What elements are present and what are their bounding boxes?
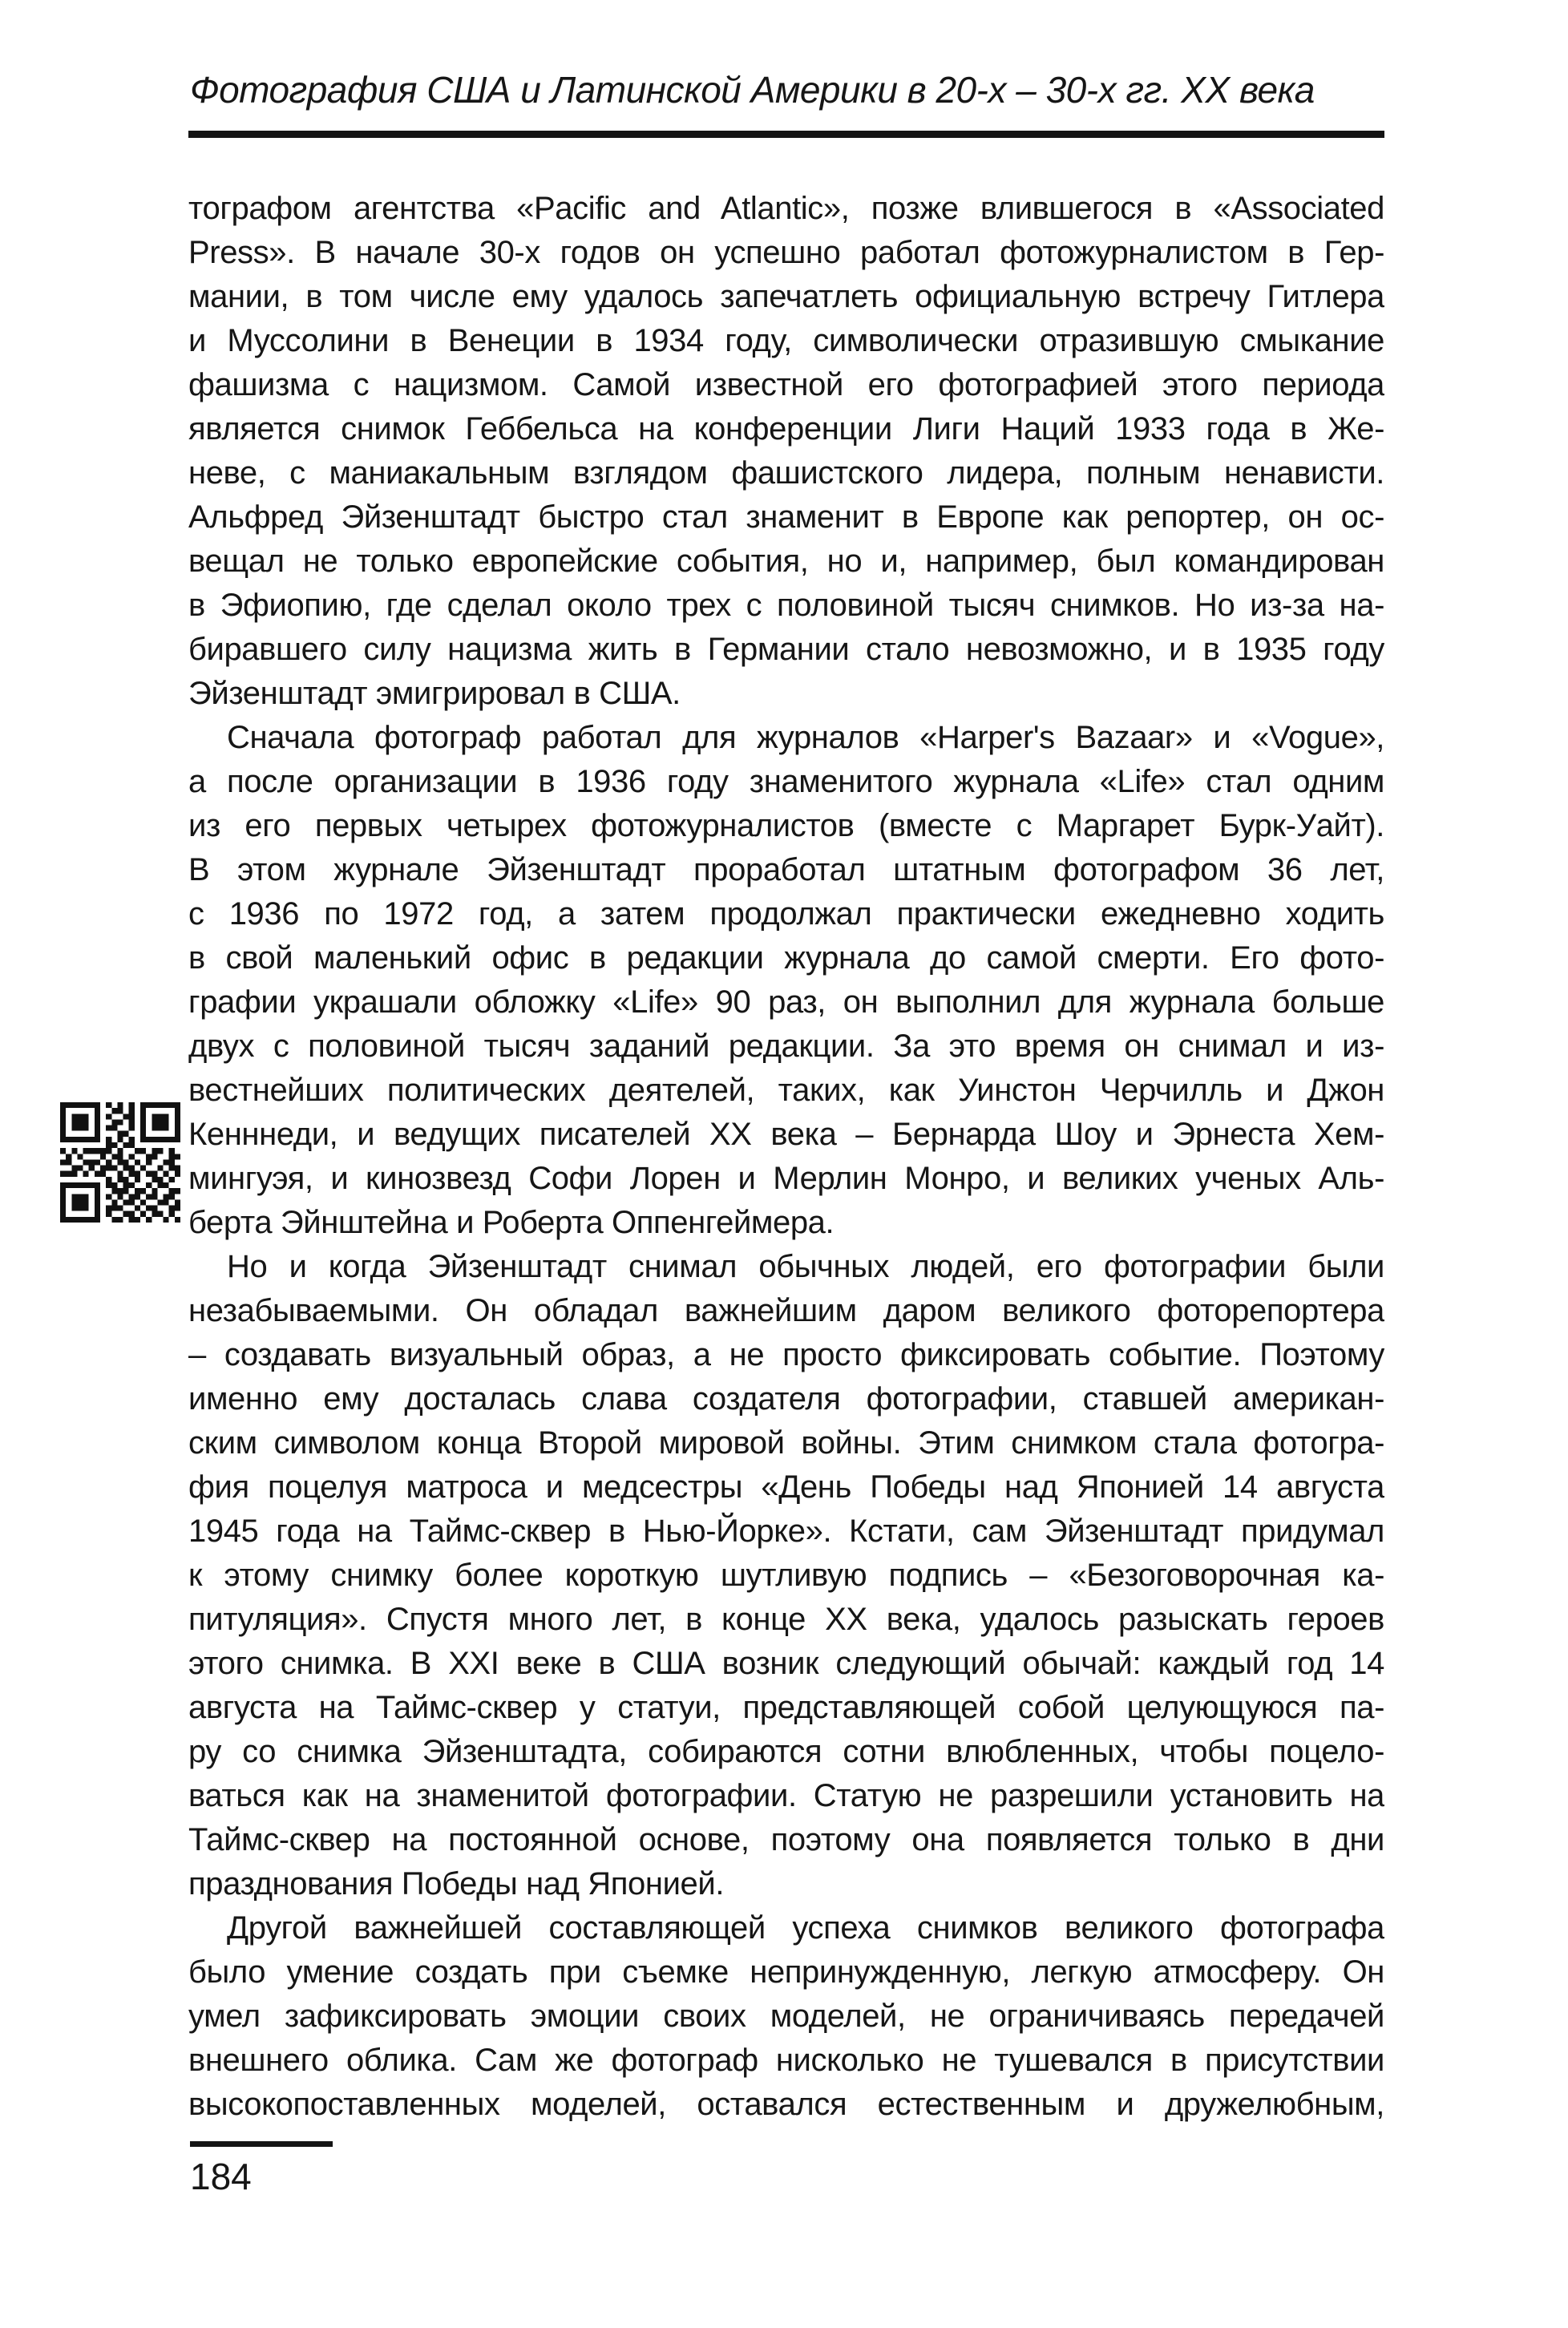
qr-module — [71, 1148, 77, 1154]
text-line: внешнего облика. Сам же фотограф нисколько не тушевался в присутствии — [188, 2043, 1384, 2078]
text-line: тографом агентства «Pacific and Atlantic», позже влившегося в «Associated — [188, 191, 1384, 226]
qr-module — [152, 1154, 157, 1159]
text-line: к этому снимку более короткую шутливую подпись – «Безоговорочная ка- — [188, 1558, 1384, 1593]
qr-module — [83, 1126, 89, 1131]
qr-module — [60, 1211, 66, 1217]
qr-module — [111, 1126, 117, 1131]
qr-module — [129, 1126, 135, 1131]
qr-module — [71, 1182, 77, 1188]
qr-module — [60, 1194, 66, 1199]
qr-module — [60, 1137, 66, 1142]
qr-module — [95, 1137, 100, 1142]
qr-module — [164, 1217, 169, 1223]
qr-module — [117, 1102, 123, 1108]
qr-module — [83, 1137, 89, 1142]
text-line: В этом журнале Эйзенштадт проработал штатным фотографом 36 лет, — [188, 852, 1384, 887]
qr-module — [106, 1113, 111, 1119]
qr-module — [106, 1159, 111, 1165]
qr-module — [129, 1108, 135, 1113]
qr-module — [66, 1159, 71, 1165]
qr-module — [117, 1171, 123, 1177]
qr-module — [106, 1211, 111, 1217]
qr-module — [60, 1148, 66, 1154]
text-line: является снимок Геббельса на конференции Лиги Наций 1933 года в Же- — [188, 411, 1384, 447]
qr-module — [140, 1108, 146, 1113]
qr-module — [140, 1199, 146, 1205]
qr-module — [140, 1131, 146, 1137]
qr-module — [157, 1148, 163, 1154]
qr-module — [117, 1206, 123, 1211]
qr-module — [140, 1211, 146, 1217]
qr-module — [152, 1171, 157, 1177]
qr-module — [83, 1148, 89, 1154]
qr-module — [140, 1137, 146, 1142]
qr-module — [83, 1182, 89, 1188]
qr-module — [83, 1113, 89, 1119]
qr-module — [111, 1119, 117, 1125]
qr-module — [164, 1126, 169, 1131]
qr-module — [146, 1171, 152, 1177]
text-line: ру со снимка Эйзенштадта, собираются сотни влюбленных, чтобы поцело- — [188, 1734, 1384, 1769]
qr-module — [71, 1171, 77, 1177]
qr-module — [117, 1159, 123, 1165]
qr-module — [117, 1119, 123, 1125]
qr-module — [89, 1159, 95, 1165]
qr-module — [117, 1148, 123, 1154]
qr-module — [169, 1159, 175, 1165]
qr-module — [117, 1108, 123, 1113]
qr-module — [111, 1217, 117, 1223]
qr-module — [157, 1211, 163, 1217]
qr-module — [146, 1102, 152, 1108]
qr-module — [66, 1182, 71, 1188]
qr-module — [152, 1113, 157, 1119]
qr-module — [123, 1188, 129, 1194]
text-line: с 1936 по 1972 год, а затем продолжал практически ежедневно ходить — [188, 896, 1384, 932]
qr-module — [60, 1131, 66, 1137]
qr-module — [77, 1119, 83, 1125]
qr-module — [95, 1171, 100, 1177]
body-text — [188, 187, 1384, 2127]
qr-module — [169, 1102, 175, 1108]
qr-module — [123, 1113, 129, 1119]
qr-module — [77, 1199, 83, 1205]
text-line: Альфред Эйзенштадт быстро стал знаменит в Европе как репортер, он ос- — [188, 499, 1384, 535]
qr-module — [169, 1194, 175, 1199]
qr-module — [169, 1148, 175, 1154]
qr-module — [117, 1194, 123, 1199]
text-line: этого снимка. В XXI веке в США возник следующий обычай: каждый год 14 — [188, 1646, 1384, 1681]
qr-module — [129, 1194, 135, 1199]
qr-module — [129, 1113, 135, 1119]
text-line: Эйзенштадт эмигрировал в США. — [188, 676, 681, 711]
qr-module — [146, 1137, 152, 1142]
qr-module — [175, 1199, 180, 1205]
text-line: ваться как на знаменитой фотографии. Статую не разрешили установить на — [188, 1778, 1384, 1813]
text-line: 1945 года на Таймс-сквер в Нью-Йорке». Кстати, сам Эйзенштадт придумал — [188, 1514, 1384, 1549]
qr-module — [100, 1154, 106, 1159]
qr-module — [129, 1102, 135, 1108]
qr-module — [71, 1166, 77, 1171]
qr-module — [175, 1113, 180, 1119]
qr-module — [106, 1177, 111, 1182]
qr-module — [83, 1159, 89, 1165]
qr-module — [66, 1154, 71, 1159]
text-line: берта Эйнштейна и Роберта Оппенгеймера. — [188, 1205, 835, 1240]
qr-module — [111, 1188, 117, 1194]
qr-module — [175, 1154, 180, 1159]
qr-module — [71, 1194, 77, 1199]
qr-module — [77, 1206, 83, 1211]
qr-module — [129, 1166, 135, 1171]
qr-module — [164, 1199, 169, 1205]
qr-module — [164, 1194, 169, 1199]
qr-module — [77, 1113, 83, 1119]
qr-module — [129, 1199, 135, 1205]
qr-module — [95, 1182, 100, 1188]
qr-module — [111, 1154, 117, 1159]
qr-module — [152, 1126, 157, 1131]
qr-module — [140, 1113, 146, 1119]
qr-module — [123, 1166, 129, 1171]
qr-module — [123, 1211, 129, 1217]
qr-module — [60, 1171, 66, 1177]
qr-module — [106, 1182, 111, 1188]
qr-module — [66, 1171, 71, 1177]
qr-module — [60, 1159, 66, 1165]
qr-module — [169, 1137, 175, 1142]
qr-module — [129, 1217, 135, 1223]
qr-module — [129, 1182, 135, 1188]
qr-module — [77, 1217, 83, 1223]
qr-module — [66, 1137, 71, 1142]
qr-module — [106, 1142, 111, 1148]
qr-module — [169, 1188, 175, 1194]
qr-module — [95, 1211, 100, 1217]
text-line: фашизма с нацизмом. Самой известной его фотографией этого периода — [188, 367, 1384, 402]
qr-module — [77, 1166, 83, 1171]
qr-module — [71, 1119, 77, 1125]
text-line: Сначала фотограф работал для журналов «Harper's Bazaar» и «Vogue», — [227, 720, 1384, 755]
text-line: графии украшали обложку «Life» 90 раз, он выполнил для журнала больше — [188, 984, 1384, 1020]
qr-module — [95, 1113, 100, 1119]
qr-module — [95, 1148, 100, 1154]
text-line: вещал не только европейские события, но и, например, был командирован — [188, 544, 1384, 579]
qr-module — [146, 1217, 152, 1223]
qr-module — [117, 1217, 123, 1223]
qr-module — [140, 1126, 146, 1131]
qr-module — [123, 1182, 129, 1188]
text-line: неве, с маниакальным взглядом фашистского лидера, полным ненависти. — [188, 455, 1384, 491]
qr-module — [135, 1148, 140, 1154]
qr-module — [169, 1211, 175, 1217]
qr-module — [111, 1142, 117, 1148]
qr-module — [117, 1188, 123, 1194]
qr-module — [164, 1159, 169, 1165]
qr-module — [89, 1166, 95, 1171]
qr-module — [164, 1102, 169, 1108]
qr-module — [140, 1119, 146, 1125]
running-header-title: Фотография США и Латинской Америки в 20-х – 30-х гг. XX века — [190, 69, 1315, 111]
qr-module — [117, 1154, 123, 1159]
qr-module — [95, 1188, 100, 1194]
text-line: мании, в том числе ему удалось запечатлеть официальную встречу Гитлера — [188, 279, 1384, 314]
qr-module — [135, 1194, 140, 1199]
qr-module — [175, 1108, 180, 1113]
qr-module — [89, 1137, 95, 1142]
qr-module — [60, 1113, 66, 1119]
qr-module — [157, 1137, 163, 1142]
qr-module — [77, 1182, 83, 1188]
qr-module — [71, 1206, 77, 1211]
qr-module — [89, 1182, 95, 1188]
qr-module — [89, 1217, 95, 1223]
qr-module — [71, 1113, 77, 1119]
qr-module — [135, 1177, 140, 1182]
qr-module — [152, 1102, 157, 1108]
qr-module — [95, 1159, 100, 1165]
qr-module — [123, 1131, 129, 1137]
qr-module — [169, 1154, 175, 1159]
qr-module — [106, 1126, 111, 1131]
qr-module — [60, 1217, 66, 1223]
qr-module — [175, 1217, 180, 1223]
text-line: незабываемыми. Он обладал важнейшим даром великого фоторепортера — [188, 1293, 1384, 1328]
qr-module — [89, 1102, 95, 1108]
text-line: Press». В начале 30-х годов он успешно работал фотожурналистом в Гер- — [188, 235, 1384, 270]
qr-module — [169, 1166, 175, 1171]
qr-module — [106, 1148, 111, 1154]
qr-module — [95, 1217, 100, 1223]
qr-module — [83, 1206, 89, 1211]
header-rule — [188, 131, 1384, 138]
qr-module — [152, 1211, 157, 1217]
text-line: было умение создать при съемке непринужденную, легкую атмосферу. Он — [188, 1954, 1384, 1990]
qr-module — [83, 1217, 89, 1223]
qr-module — [135, 1217, 140, 1223]
qr-module — [157, 1199, 163, 1205]
qr-module — [106, 1102, 111, 1108]
qr-module — [157, 1102, 163, 1108]
qr-module — [100, 1148, 106, 1154]
qr-module — [66, 1217, 71, 1223]
qr-module — [164, 1171, 169, 1177]
qr-module — [66, 1102, 71, 1108]
qr-module — [123, 1177, 129, 1182]
qr-module — [152, 1148, 157, 1154]
qr-module — [83, 1194, 89, 1199]
qr-module — [95, 1206, 100, 1211]
qr-module — [117, 1177, 123, 1182]
text-line: и Муссолини в Венеции в 1934 году, символически отразившую смыкание — [188, 323, 1384, 358]
text-line: питуляция». Спустя много лет, в конце XX века, удалось разыскать героев — [188, 1602, 1384, 1637]
page-number: 184 — [190, 2156, 252, 2197]
qr-module — [111, 1108, 117, 1113]
qr-module — [140, 1188, 146, 1194]
qr-module — [95, 1199, 100, 1205]
text-line: мингуэя, и кинозвезд Софи Лорен и Мерлин Монро, и великих ученых Аль- — [188, 1161, 1384, 1196]
qr-module — [71, 1137, 77, 1142]
qr-module — [95, 1131, 100, 1137]
qr-module — [106, 1166, 111, 1171]
qr-module — [157, 1177, 163, 1182]
qr-module — [175, 1102, 180, 1108]
qr-module — [60, 1199, 66, 1205]
qr-module — [106, 1206, 111, 1211]
qr-module — [60, 1108, 66, 1113]
qr-module — [129, 1142, 135, 1148]
text-line: Таймс-сквер на постоянной основе, поэтому она появляется только в дни — [188, 1822, 1384, 1857]
qr-module — [135, 1171, 140, 1177]
qr-module — [106, 1137, 111, 1142]
qr-module — [106, 1194, 111, 1199]
qr-module — [129, 1154, 135, 1159]
qr-module — [89, 1148, 95, 1154]
qr-module — [152, 1119, 157, 1125]
qr-module — [175, 1126, 180, 1131]
text-line: – создавать визуальный образ, а не просто фиксировать событие. Поэтому — [188, 1337, 1384, 1372]
qr-module — [129, 1171, 135, 1177]
qr-module — [175, 1188, 180, 1194]
qr-module — [175, 1131, 180, 1137]
footer-rule — [190, 2141, 333, 2147]
qr-module — [152, 1194, 157, 1199]
qr-module — [175, 1166, 180, 1171]
text-line: Другой важнейшей составляющей успеха снимков великого фотографа — [227, 1910, 1384, 1946]
qr-module — [71, 1199, 77, 1205]
qr-module — [60, 1102, 66, 1108]
qr-module — [95, 1194, 100, 1199]
qr-module — [60, 1206, 66, 1211]
qr-module — [175, 1171, 180, 1177]
qr-module — [157, 1119, 163, 1125]
qr-module — [83, 1102, 89, 1108]
qr-module — [111, 1182, 117, 1188]
qr-module — [164, 1113, 169, 1119]
text-line: двух с половиной тысяч заданий редакции. За это время он снимал и из- — [188, 1029, 1384, 1064]
qr-module — [129, 1119, 135, 1125]
qr-module — [157, 1182, 163, 1188]
qr-module — [123, 1199, 129, 1205]
qr-module — [129, 1211, 135, 1217]
qr-module — [152, 1188, 157, 1194]
qr-module — [100, 1171, 106, 1177]
qr-module — [175, 1137, 180, 1142]
qr-module — [95, 1126, 100, 1131]
qr-module — [140, 1166, 146, 1171]
qr-module — [111, 1166, 117, 1171]
qr-module — [60, 1188, 66, 1194]
text-line: фия поцелуя матроса и медсестры «День Победы над Японией 14 августа — [188, 1469, 1384, 1505]
qr-module — [146, 1159, 152, 1165]
text-line: празднования Победы над Японией. — [188, 1866, 725, 1902]
qr-module — [146, 1194, 152, 1199]
qr-module — [100, 1166, 106, 1171]
text-line: биравшего силу нацизма жить в Германии стало невозможно, и в 1935 году — [188, 632, 1384, 667]
qr-module — [111, 1206, 117, 1211]
text-line: Но и когда Эйзенштадт снимал обычных людей, его фотографии были — [227, 1249, 1384, 1284]
text-line: Кенннеди, и ведущих писателей XX века – Бернарда Шоу и Эрнеста Хем- — [188, 1117, 1384, 1152]
qr-module — [164, 1119, 169, 1125]
qr-module — [169, 1177, 175, 1182]
qr-module — [77, 1137, 83, 1142]
qr-module — [152, 1206, 157, 1211]
text-line: умел зафиксировать эмоции своих моделей, не ограничиваясь передачей — [188, 1999, 1384, 2034]
qr-module — [135, 1188, 140, 1194]
qr-module — [175, 1206, 180, 1211]
qr-module — [157, 1126, 163, 1131]
qr-module — [71, 1217, 77, 1223]
qr-module — [123, 1159, 129, 1165]
text-line: именно ему досталась слава создателя фотографии, ставшей американ- — [188, 1381, 1384, 1417]
qr-code — [60, 1102, 180, 1223]
qr-module — [164, 1182, 169, 1188]
text-line: августа на Таймс-сквер у статуи, представляющей собой целующуюся па- — [188, 1690, 1384, 1725]
qr-module — [60, 1182, 66, 1188]
text-line: ским символом конца Второй мировой войны. Этим снимком стала фотогра- — [188, 1425, 1384, 1461]
qr-module — [83, 1119, 89, 1125]
qr-module — [95, 1102, 100, 1108]
qr-module — [135, 1159, 140, 1165]
qr-module — [164, 1137, 169, 1142]
qr-module — [146, 1182, 152, 1188]
qr-module — [123, 1142, 129, 1148]
qr-module — [71, 1126, 77, 1131]
qr-module — [140, 1148, 146, 1154]
qr-module — [83, 1171, 89, 1177]
text-line: высокопоставленных моделей, оставался естественным и дружелюбным, — [188, 2087, 1384, 2122]
qr-module — [117, 1131, 123, 1137]
qr-module — [95, 1108, 100, 1113]
text-line: вестнейших политических деятелей, таких, как Уинстон Черчилль и Джон — [188, 1073, 1384, 1108]
qr-module — [111, 1199, 117, 1205]
qr-module — [152, 1137, 157, 1142]
text-line: а после организации в 1936 году знаменитого журнала «Life» стал одним — [188, 764, 1384, 799]
qr-module — [83, 1199, 89, 1205]
qr-module — [77, 1154, 83, 1159]
text-line: из его первых четырех фотожурналистов (вместе с Маргарет Бурк-Уайт). — [188, 808, 1384, 843]
qr-module — [77, 1102, 83, 1108]
qr-module — [152, 1177, 157, 1182]
text-line: в свой маленький офис в редакции журнала до самой смерти. Его фото- — [188, 940, 1384, 976]
qr-module — [117, 1137, 123, 1142]
qr-module — [157, 1166, 163, 1171]
qr-module — [60, 1119, 66, 1125]
qr-module — [140, 1102, 146, 1108]
qr-module — [71, 1102, 77, 1108]
qr-module — [60, 1126, 66, 1131]
qr-module — [169, 1206, 175, 1211]
qr-module — [95, 1119, 100, 1125]
qr-module — [146, 1154, 152, 1159]
qr-module — [146, 1206, 152, 1211]
qr-module — [77, 1194, 83, 1199]
qr-module — [77, 1126, 83, 1131]
text-line: в Эфиопию, где сделал около трех с половиной тысяч снимков. Но из-за на- — [188, 588, 1384, 623]
qr-module — [157, 1113, 163, 1119]
qr-module — [175, 1119, 180, 1125]
qr-module — [129, 1137, 135, 1142]
qr-module — [135, 1206, 140, 1211]
